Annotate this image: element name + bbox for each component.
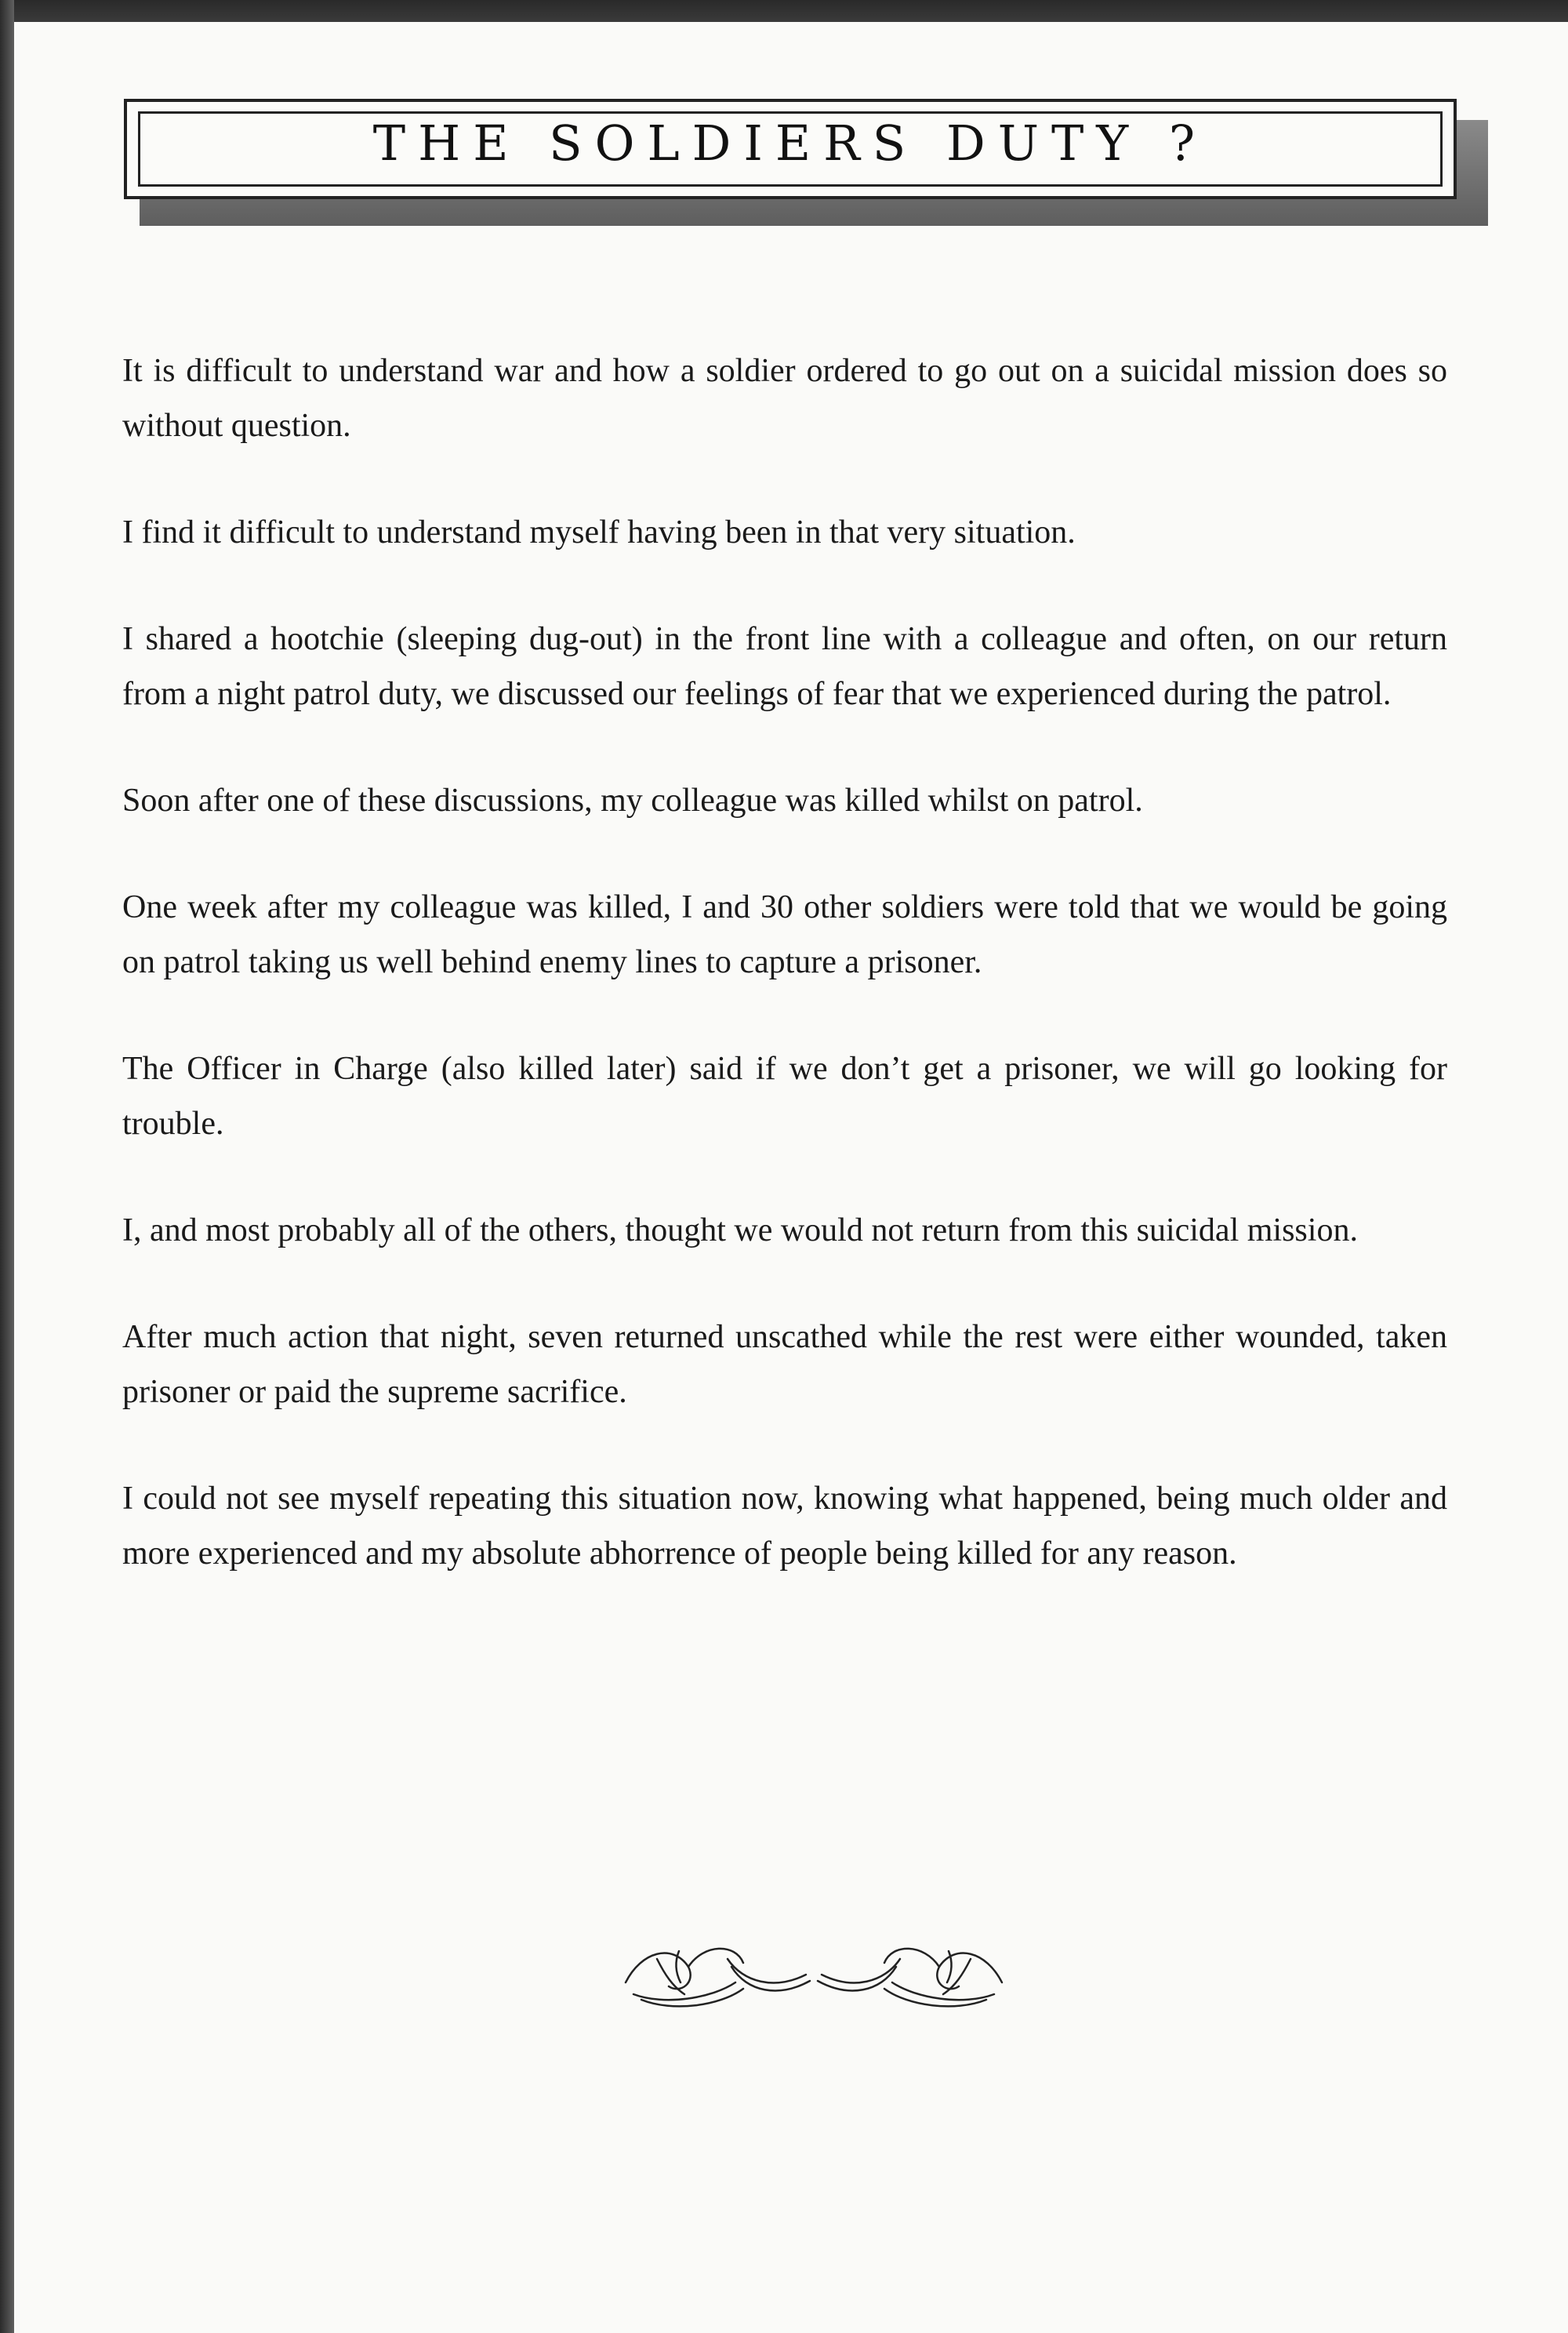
document-page [14, 22, 1568, 2333]
paragraph-5: One week after my colleague was killed, I and 30 other soldiers were told that we would be going on patrol taking us well behind enemy lines to capture a prisoner. [122, 889, 1447, 980]
page-title: THE SOLDIERS DUTY ? [372, 114, 1208, 172]
paragraph-2: I find it difficult to understand myself having been in that very situation. [122, 514, 1076, 551]
title-banner [124, 99, 1457, 199]
scan-left-edge [0, 0, 14, 2333]
paragraph-1: It is difficult to understand war and how a soldier ordered to go out on a suicidal mission does so without question. [122, 353, 1447, 444]
paragraph-6: The Officer in Charge (also killed later) said if we don’t get a prisoner, we will go looking for trouble. [122, 1051, 1447, 1142]
scan-top-edge [0, 0, 1568, 22]
scroll-ornament-icon [610, 1920, 1018, 2022]
paragraph-4: Soon after one of these discussions, my colleague was killed whilst on patrol. [122, 783, 1143, 819]
paragraph-3: I shared a hootchie (sleeping dug-out) in the front line with a colleague and often, on our return from a night patrol duty, we discussed our feelings of fear that we experienced during the patrol. [122, 621, 1447, 712]
paragraph-9: I could not see myself repeating this situation now, knowing what happened, being much older and more experienced and my absolute abhorrence of people being killed for any reason. [122, 1481, 1447, 1572]
paragraph-8: After much action that night, seven returned unscathed while the rest were either wounded, taken prisoner or paid the supreme sacrifice. [122, 1319, 1447, 1410]
paragraph-7: I, and most probably all of the others, thought we would not return from this suicidal mission. [122, 1212, 1358, 1248]
body-text [122, 343, 1447, 1633]
